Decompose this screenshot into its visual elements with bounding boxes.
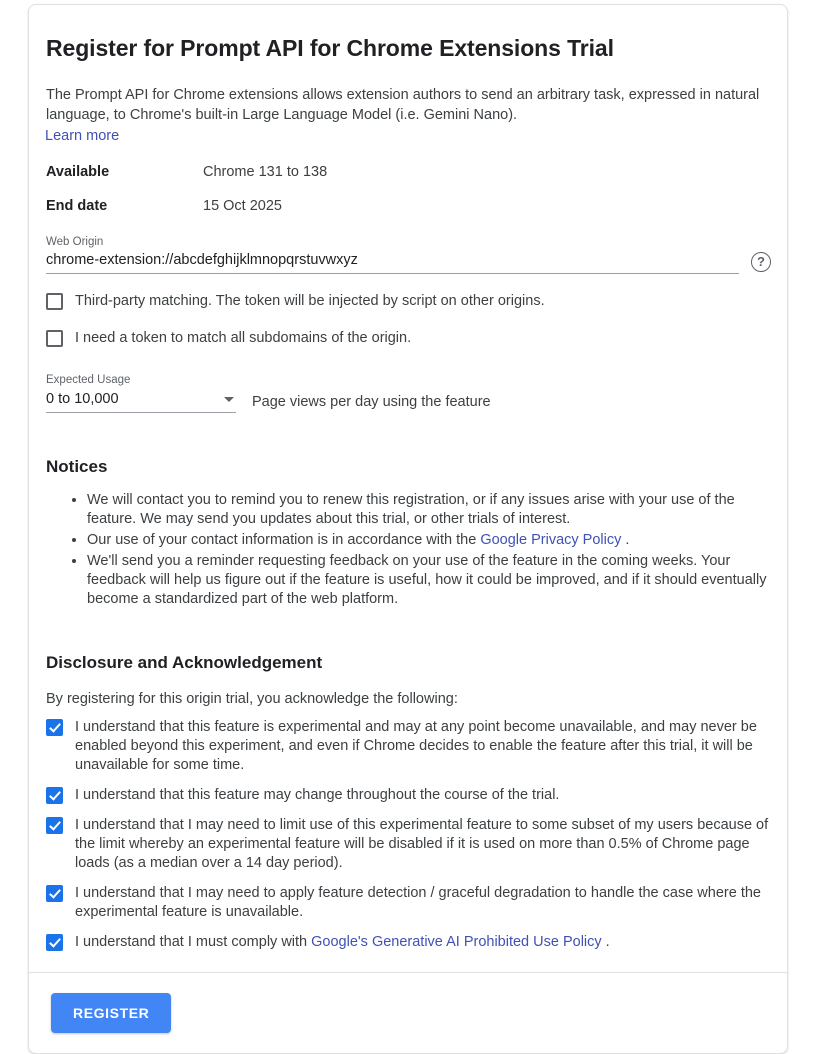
chevron-down-icon[interactable] bbox=[224, 397, 234, 402]
ack-label: I understand that I may need to apply feature detection / graceful degradation to handle the case where the experimental feature is unavailable. bbox=[75, 885, 761, 920]
detail-key: Available bbox=[46, 164, 110, 180]
page-intro: The Prompt API for Chrome extensions allows extension authors to send an arbitrary task, expressed in natural language, to Chrome's built-in Large Language Model (i.e. Gemini Nano). bbox=[46, 87, 760, 123]
registration-card bbox=[28, 4, 788, 1054]
ack-item-prohibited-use[interactable] bbox=[45, 933, 771, 952]
notices-heading: Notices bbox=[46, 457, 108, 476]
checkbox[interactable] bbox=[46, 885, 63, 902]
acknowledgement-list bbox=[45, 718, 771, 952]
ack-item-experimental[interactable] bbox=[45, 718, 771, 775]
option-third-party-matching[interactable] bbox=[45, 292, 771, 311]
learn-more-link[interactable]: Learn more bbox=[45, 128, 120, 144]
expected-usage-value: 0 to 10,000 bbox=[46, 391, 119, 407]
checkbox[interactable] bbox=[46, 330, 63, 347]
web-origin-field bbox=[45, 236, 771, 274]
prohibited-use-policy-link[interactable]: Google's Generative AI Prohibited Use Policy bbox=[311, 934, 602, 950]
checkbox[interactable] bbox=[46, 817, 63, 834]
ack-label: I understand that this feature is experimental and may at any point become unavailable, and may never be enabled beyond this experiment, and even if Chrome decides to enable the feature after this trial, it will be unavailable for some time. bbox=[75, 719, 757, 773]
option-label: I need a token to match all subdomains of the origin. bbox=[75, 330, 412, 346]
list-item: • Our use of your contact information is in accordance with the Google Privacy Policy . bbox=[87, 531, 771, 550]
ack-item-usage-limit[interactable] bbox=[45, 816, 771, 873]
ack-label: I understand that I must comply with Google's Generative AI Prohibited Use Policy . bbox=[75, 934, 610, 950]
ack-label: I understand that this feature may change throughout the course of the trial. bbox=[75, 787, 560, 803]
detail-row-end-date bbox=[45, 198, 771, 214]
checkbox[interactable] bbox=[46, 719, 63, 736]
form-footer bbox=[29, 972, 787, 1053]
expected-usage-select[interactable] bbox=[46, 374, 236, 413]
detail-value: 15 Oct 2025 bbox=[203, 198, 282, 214]
privacy-policy-link[interactable]: Google Privacy Policy bbox=[480, 532, 622, 548]
registration-form bbox=[29, 5, 787, 952]
web-origin-label: Web Origin bbox=[46, 236, 104, 248]
detail-value: Chrome 131 to 138 bbox=[203, 164, 328, 180]
checkbox[interactable] bbox=[46, 293, 63, 310]
ack-item-may-change[interactable] bbox=[45, 786, 771, 805]
disclosure-intro: By registering for this origin trial, you acknowledge the following: bbox=[46, 691, 458, 707]
ack-item-feature-detection[interactable] bbox=[45, 884, 771, 922]
option-subdomain-matching[interactable] bbox=[45, 329, 771, 348]
notices-list bbox=[45, 491, 771, 609]
list-item: • We'll send you a reminder requesting feedback on your use of the feature in the coming weeks. Your feedback will help us figure out if the feature is useful, how it could be improved, and if it should eventually become a standardized part of the web platform. bbox=[87, 552, 771, 609]
register-button[interactable]: REGISTER bbox=[51, 993, 171, 1033]
page-title: Register for Prompt API for Chrome Extensions Trial bbox=[46, 35, 614, 61]
expected-usage-field bbox=[45, 374, 771, 413]
checkbox[interactable] bbox=[46, 787, 63, 804]
help-icon[interactable]: ? bbox=[751, 252, 771, 272]
detail-key: End date bbox=[46, 198, 108, 214]
checkbox[interactable] bbox=[46, 934, 63, 951]
option-label: Third-party matching. The token will be injected by script on other origins. bbox=[75, 293, 545, 309]
expected-usage-hint: Page views per day using the feature bbox=[252, 394, 491, 410]
expected-usage-label: Expected Usage bbox=[46, 374, 131, 386]
detail-row-available bbox=[45, 164, 771, 180]
web-origin-input[interactable] bbox=[46, 252, 739, 274]
disclosure-heading: Disclosure and Acknowledgement bbox=[46, 653, 323, 672]
list-item: • We will contact you to remind you to renew this registration, or if any issues arise with your use of the feature. We may send you updates about this trial, or other trials of interest. bbox=[87, 491, 771, 529]
ack-label: I understand that I may need to limit use of this experimental feature to some subset of my users because of the limit whereby an experimental feature will be disabled if it is used on more than 0.5% of Chrome page loads (as a median over a 14 day period). bbox=[75, 817, 769, 871]
